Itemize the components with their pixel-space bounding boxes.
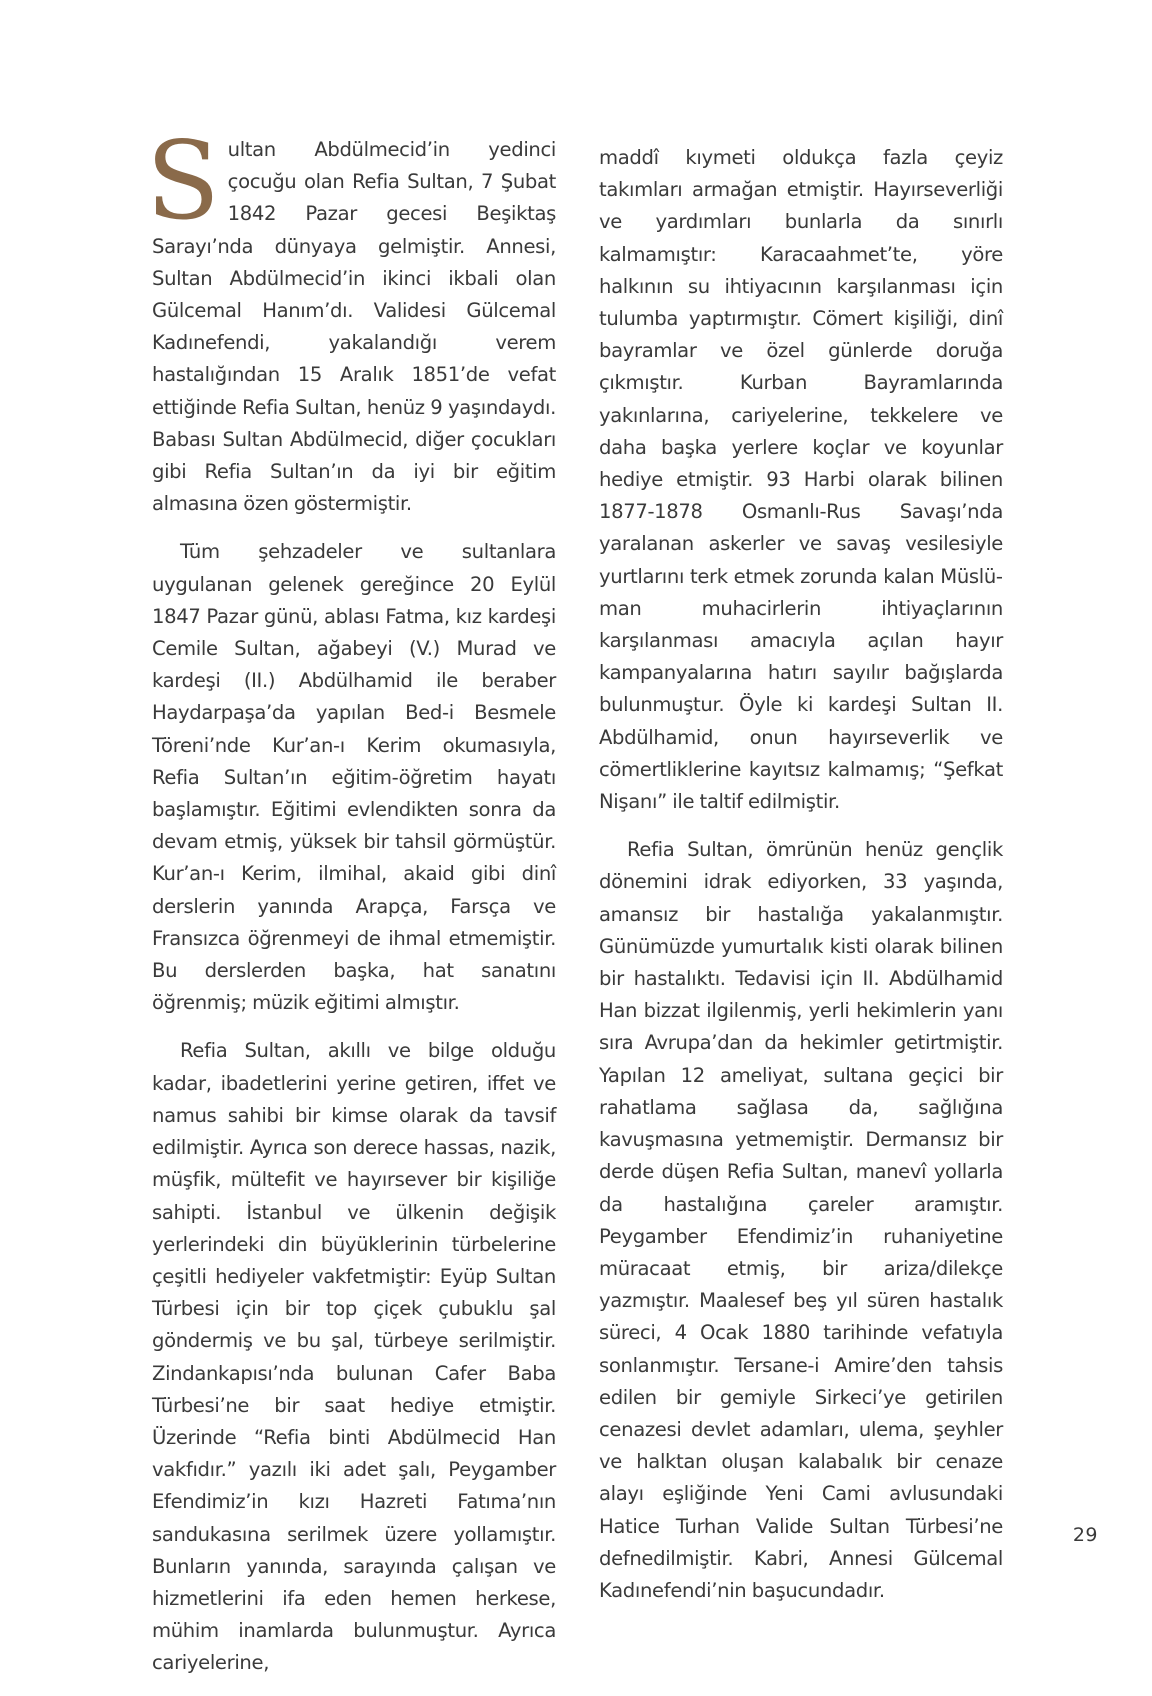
body-paragraph — [146, 119, 556, 520]
body-paragraph: Refia Sultan, ömrünün henüz gençlik dönemini idrak ediyorken, 33 yaşında, amansız bir hastalığa yakalanmıştır. Günümüzde yumurtalık kisti olarak bilinen bir hastalıktı. Tedavisi için II. Abdülhamid Han bizzat ilgilenmiş, yerli hekimlerin yanı sıra Avrupa’dan da hekimler getirtmiştir. Yapılan 12 ameliyat, sultana geçici bir rahatlama sağlasa da, sağlığına kavuşmasına yetmemiştir. Dermansız bir derde düşen Refia Sultan, manevî yollarla da hastalığına çareler aramıştır. Peygamber Efendimiz’in ruhaniyetine müracaat etmiş, bir ariza/dilekçe yazmıştır. Maalesef beş yıl süren hastalık süreci, 4 Ocak 1880 tarihinde vefatıyla sonlanmıştır. Tersane-i Amire’den tahsis edilen bir gemiyle Sirkeci’ye getirilen cenazesi devlet adamları, ulema, şeyhler ve halktan oluşan kalabalık bir cenaze alayı eşliğinde Yeni Cami avlusundaki Hatice Turhan Valide Sultan Türbesi’ne defnedilmiştir. Kabri, Annesi Gülcemal Kadınefendi’nin başucundadır. — [599, 838, 1003, 1602]
right-text-column — [599, 142, 1003, 1623]
left-text-column — [146, 119, 556, 1696]
body-paragraph: Tüm şehzadeler ve sultanlara uygulanan gelenek gereğince 20 Eylül 1847 Pazar günü, ablası Fatma, kız kardeşi Cemile Sultan, ağabeyi (V.) Murad ve kardeşi (II.) Abdülhamid ile beraber Haydarpaşa’da yapılan Bed-i Besmele Töreni’nde Kur’an-ı Kerim okumasıyla, Refia Sultan’ın eğitim-öğretim hayatı başlamıştır. Eğitimi evlendikten sonra da devam etmiş, yüksek bir tahsil görmüştür. Kur’an-ı Kerim, ilmihal, akaid gibi dinî derslerin yanında Arapça, Farsça ve Fransızca öğrenmeyi de ihmal etmemiştir. Bu derslerden başka, hat sanatını öğrenmiş; müzik eğitimi almıştır. — [152, 540, 556, 1015]
paragraph-text: ultan Abdülmecid’in yedinci çocuğu olan Refia Sultan, 7 Şubat 1842 Pazar gecesi Beşiktaş Sarayı’nda dünyaya gelmiştir. Annesi, Sultan Abdülmecid’in ikinci ikbali olan Gülcemal Hanım’dı. Validesi Gülcemal Kadınefendi, yakalandığı verem hastalığından 15 Aralık 1851’de vefat ettiğinde Refia Sultan, henüz 9 yaşındaydı. Babası Sultan Abdülmecid, diğer çocukları gibi Refia Sultan’ın da iyi bir eğitim almasına özen göstermiştir. — [152, 138, 556, 516]
body-paragraph: Refia Sultan, akıllı ve bilge olduğu kadar, ibadetlerini yerine getiren, iffet ve namus sahibi bir kimse olarak da tavsif edilmiştir. Ayrıca son derece hassas, nazik, müşfik, mültefit ve hayırsever bir kişiliğe sahipti. İstanbul ve ülkenin değişik yerlerindeki din büyüklerinin türbelerine çeşitli hediyeler vakfetmiştir: Eyüp Sultan Türbesi için bir top çiçek çubuklu şal göndermiş ve bu şal, türbeye serilmiştir. Zindankapısı’nda bulunan Cafer Baba Türbesi’ne bir saat hediye etmiştir. Üzerinde “Refia binti Abdülmecid Han vakfıdır.” yazılı iki adet şalı, Peygamber Efendimiz’in kızı Hazreti Fatıma’nın sandukasına serilmek üzere yollamıştır. Bunların yanında, sarayında çalışan ve hizmetlerini ifa eden hemen herkese, mühim inamlarda bulunmuştur. Ayrıca cariyelerine, — [152, 1039, 556, 1675]
drop-cap: S — [146, 119, 220, 244]
page-number: 29 — [1072, 1524, 1098, 1546]
body-paragraph: maddî kıymeti oldukça fazla çeyiz takımları armağan etmiştir. Hayırseverliği ve yardımları bunlarla da sınırlı kalmamıştır: Karacaahmet’te, yöre halkının su ihtiyacının karşılanması için tulumba yaptırmıştır. Cömert kişiliği, dinî bayramlar ve özel günlerde doruğa çıkmıştır. Kurban Bayramlarında yakınlarına, cariyelerine, tekkelere ve daha başka yerlere koçlar ve koyunlar hediye etmiştir. 93 Harbi olarak bilinen 1877-1878 Osmanlı-Rus Savaşı’nda yaralanan askerler ve savaş vesilesiyle yurtlarını terk etmek zorunda kalan Müslüman muhacirlerin ihtiyaçlarının karşılanması amacıyla açılan hayır kampanyalarına hatırı sayılır bağışlarda bulunmuştur. Öyle ki kardeşi Sultan II. Abdülhamid, onun hayırseverlik ve cömertliklerine kayıtsız kalmamış; “Şefkat Nişanı” ile taltif edilmiştir. — [599, 146, 1003, 814]
